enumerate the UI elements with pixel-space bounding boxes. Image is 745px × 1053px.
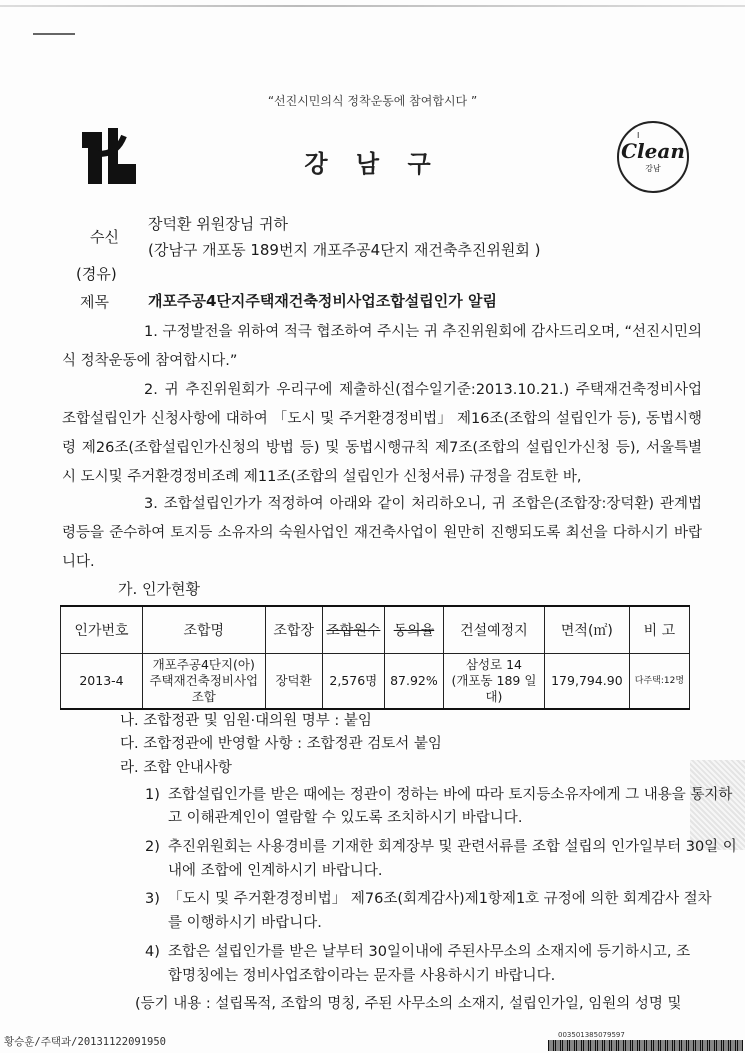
guide-line: 를 이행하시기 바랍니다.: [168, 915, 322, 931]
section-na: 나. 조합정관 및 임원·대의원 명부 : 붙임: [120, 713, 372, 729]
document-footer-id: 황승훈/주택과/20131122091950: [4, 1036, 167, 1048]
subject-label: 제목: [80, 293, 109, 311]
slogan: “선진시민의식 정착운동에 참여합시다 ”: [267, 94, 478, 108]
approval-table: [60, 605, 690, 710]
guide-line: 내에 조합에 인계하시기 바랍니다.: [168, 863, 383, 879]
paragraph-1: 1. 구정발전을 위하여 적극 협조하여 주시는 귀 추진위원회에 감사드리오며, “선진시민의식 정착운동에 참여합시다.”: [62, 324, 702, 369]
table-header: 면적(㎡): [545, 606, 630, 654]
registration-note: (등기 내용 : 설립목적, 조합의 명칭, 주된 사무소의 소재지, 설립인가일, 임원의 성명 및: [135, 996, 682, 1012]
guide-no: 4): [145, 944, 160, 960]
scan-mark: [33, 33, 75, 35]
cell-num: 2013-4: [61, 654, 143, 710]
table-header: 인가번호: [61, 606, 143, 654]
clean-logo-icon: I Clean 강남: [617, 121, 689, 193]
table-header: 조합명: [142, 606, 265, 654]
guide-line: 조합설립인가를 받은 때에는 정관이 정하는 바에 따라 토지등소유자에게 그 내용을 통지하: [168, 787, 733, 803]
cell-area: 179,794.90: [545, 654, 630, 710]
guide-no: 2): [145, 839, 160, 855]
cell-rate: 87.92%: [385, 654, 444, 710]
subject-text: 개포주공4단지주택재건축정비사업조합설립인가 알림: [148, 292, 497, 310]
cell-note: 다주택:12명: [629, 654, 689, 710]
paragraph-3: 3. 조합설립인가가 적정하여 아래와 같이 처리하오니, 귀 조합은(조합장:장덕환) 관계법령등을 준수하여 토지등 소유자의 숙원사업인 재건축사업이 원만히 진행되도록 최선을 다하시기 바랍니다.: [62, 496, 702, 570]
table-header: 조합장: [265, 606, 322, 654]
recipient-address: (강남구 개포동 189번지 개포주공4단지 재건축추진위원회 ): [148, 241, 541, 259]
guide-no: 3): [145, 891, 160, 907]
cell-members: 2,576명: [322, 654, 384, 710]
table-header: 동의율: [385, 606, 444, 654]
section-ga: 가. 인가현황: [118, 580, 200, 598]
barcode-number: 003501385079597: [558, 1031, 625, 1039]
section-ra: 라. 조합 안내사항: [120, 760, 232, 776]
guide-line: 추진위원회는 사용경비를 기재한 회계장부 및 관련서류를 조합 설립의 인가일부터 30일 이: [168, 839, 737, 855]
cell-site: 삼성로 14 (개포동 189 일대): [443, 654, 544, 710]
scan-edge: [0, 5, 745, 7]
org-title: 강 남 구: [304, 150, 441, 178]
paragraph-2: 2. 귀 추진위원회가 우리구에 제출하신(접수일기준:2013.10.21.) 주택재건축정비사업조합설립인가 신청사항에 대하여 「도시 및 주거환경정비법」 제16조(조합의 설립인가 등), 동법시행령 제26조(조합설립인가신청의 방법 등) 및 동법시행규칙 제7조(조합의 설립인가신청 등), 서울특별시 도시및 주거환경정비조례 제11조(조합의 설립인가 신청서류) 규정을 검토한 바,: [62, 382, 702, 485]
table-header-row: [61, 606, 690, 654]
recipient-label: 수신: [90, 228, 119, 246]
cell-name: 개포주공4단지(아) 주택재건축정비사업조합: [142, 654, 265, 710]
table-header: 조합원수: [322, 606, 384, 654]
guide-line: 조합은 설립인가를 받은 날부터 30일이내에 주된사무소의 소재지에 등기하시고, 조: [168, 944, 691, 960]
table-header: 비 고: [629, 606, 689, 654]
guide-line: 합명칭에는 정비사업조합이라는 문자를 사용하시기 바랍니다.: [168, 968, 556, 984]
guide-line: 「도시 및 주거환경정비법」 제76조(회계감사)제1항제1호 규정에 의한 회계감사 절차: [168, 891, 712, 907]
guide-no: 1): [145, 787, 160, 803]
recipient-name: 장덕환 위원장님 귀하: [148, 215, 288, 233]
cell-head: 장덕환: [265, 654, 322, 710]
table-header: 건설예정지: [443, 606, 544, 654]
table-row: [61, 654, 690, 710]
section-da: 다. 조합정관에 반영할 사항 : 조합정관 검토서 붙임: [120, 736, 442, 752]
guide-line: 고 이해관계인이 열람할 수 있도록 조치하시기 바랍니다.: [168, 810, 523, 826]
barcode-icon: [548, 1040, 743, 1051]
via-label: (경유): [76, 265, 117, 283]
